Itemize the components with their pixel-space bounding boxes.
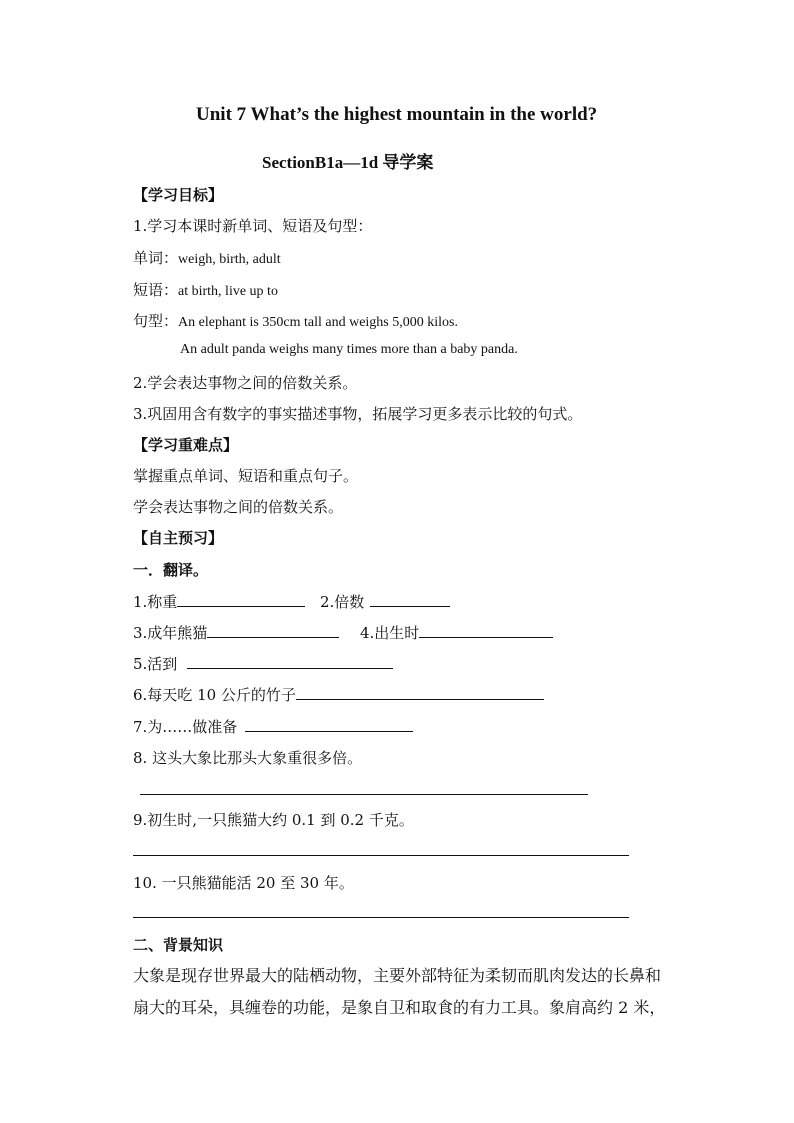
heading-self-preview: 【自主预习】 bbox=[133, 529, 224, 547]
key-point-2: 学会表达事物之间的倍数关系。 bbox=[133, 498, 344, 516]
background-line-2: 扇大的耳朵，具缠卷的功能，是象自卫和取食的有力工具。象肩高约 2 米， bbox=[133, 998, 666, 1017]
answer-line-8[interactable] bbox=[140, 794, 588, 795]
question-3 bbox=[133, 622, 339, 643]
answer-blank-3[interactable] bbox=[207, 622, 339, 638]
words-list: weigh, birth, adult bbox=[178, 252, 281, 267]
question-1-label: 1.称重 bbox=[133, 593, 178, 611]
question-10: 10. 一只熊猫能活 20 至 30 年。 bbox=[133, 874, 354, 892]
question-5-label: 5.活到 bbox=[133, 655, 178, 673]
question-7 bbox=[133, 716, 413, 737]
goal-item-1: 1.学习本课时新单词、短语及句型： bbox=[133, 217, 373, 235]
heading-key-points: 【学习重难点】 bbox=[133, 436, 239, 454]
phrases-label: 短语： bbox=[133, 281, 179, 299]
section-subtitle: SectionB1a—1d 导学案 bbox=[262, 153, 434, 172]
question-2-label: 2.倍数 bbox=[320, 593, 365, 611]
answer-blank-1[interactable] bbox=[177, 591, 305, 607]
section-translation: 一．翻译。 bbox=[133, 561, 209, 579]
words-label: 单词： bbox=[133, 249, 179, 267]
answer-blank-7[interactable] bbox=[245, 716, 413, 732]
question-9: 9.初生时,一只熊猫大约 0.1 到 0.2 千克。 bbox=[133, 811, 414, 829]
answer-blank-5[interactable] bbox=[187, 653, 393, 669]
question-8: 8. 这头大象比那头大象重很多倍。 bbox=[133, 749, 363, 767]
words-row bbox=[133, 247, 281, 268]
heading-background: 二、背景知识 bbox=[133, 936, 224, 954]
goal-item-3: 3.巩固用含有数字的事实描述事物，拓展学习更多表示比较的句式。 bbox=[133, 405, 583, 423]
answer-blank-2[interactable] bbox=[370, 591, 450, 607]
answer-line-9[interactable] bbox=[133, 855, 629, 856]
question-4 bbox=[360, 622, 553, 643]
phrases-list: at birth, live up to bbox=[178, 284, 278, 299]
phrases-row bbox=[133, 279, 278, 300]
sentences-row bbox=[133, 310, 458, 331]
page-title: Unit 7 What’s the highest mountain in the world? bbox=[196, 104, 598, 125]
question-7-label: 7.为……做准备 bbox=[133, 718, 238, 736]
answer-line-10[interactable] bbox=[133, 917, 629, 918]
sentence-1: An elephant is 350cm tall and weighs 5,000 kilos. bbox=[178, 315, 458, 330]
key-point-1: 掌握重点单词、短语和重点句子。 bbox=[133, 467, 359, 485]
answer-blank-6[interactable] bbox=[296, 684, 544, 700]
question-4-label: 4.出生时 bbox=[360, 624, 420, 642]
question-6 bbox=[133, 684, 544, 705]
background-line-1: 大象是现存世界最大的陆栖动物，主要外部特征为柔韧而肌肉发达的长鼻和 bbox=[133, 966, 662, 985]
question-6-label: 6.每天吃 10 公斤的竹子 bbox=[133, 686, 296, 704]
sentences-label: 句型： bbox=[133, 312, 179, 330]
question-5 bbox=[133, 653, 393, 674]
question-3-label: 3.成年熊猫 bbox=[133, 624, 208, 642]
question-1 bbox=[133, 591, 305, 612]
goal-item-2: 2.学会表达事物之间的倍数关系。 bbox=[133, 374, 358, 392]
answer-blank-4[interactable] bbox=[419, 622, 553, 638]
heading-learning-goals: 【学习目标】 bbox=[133, 186, 224, 204]
question-2 bbox=[320, 591, 450, 612]
sentence-2: An adult panda weighs many times more than a baby panda. bbox=[180, 342, 518, 357]
